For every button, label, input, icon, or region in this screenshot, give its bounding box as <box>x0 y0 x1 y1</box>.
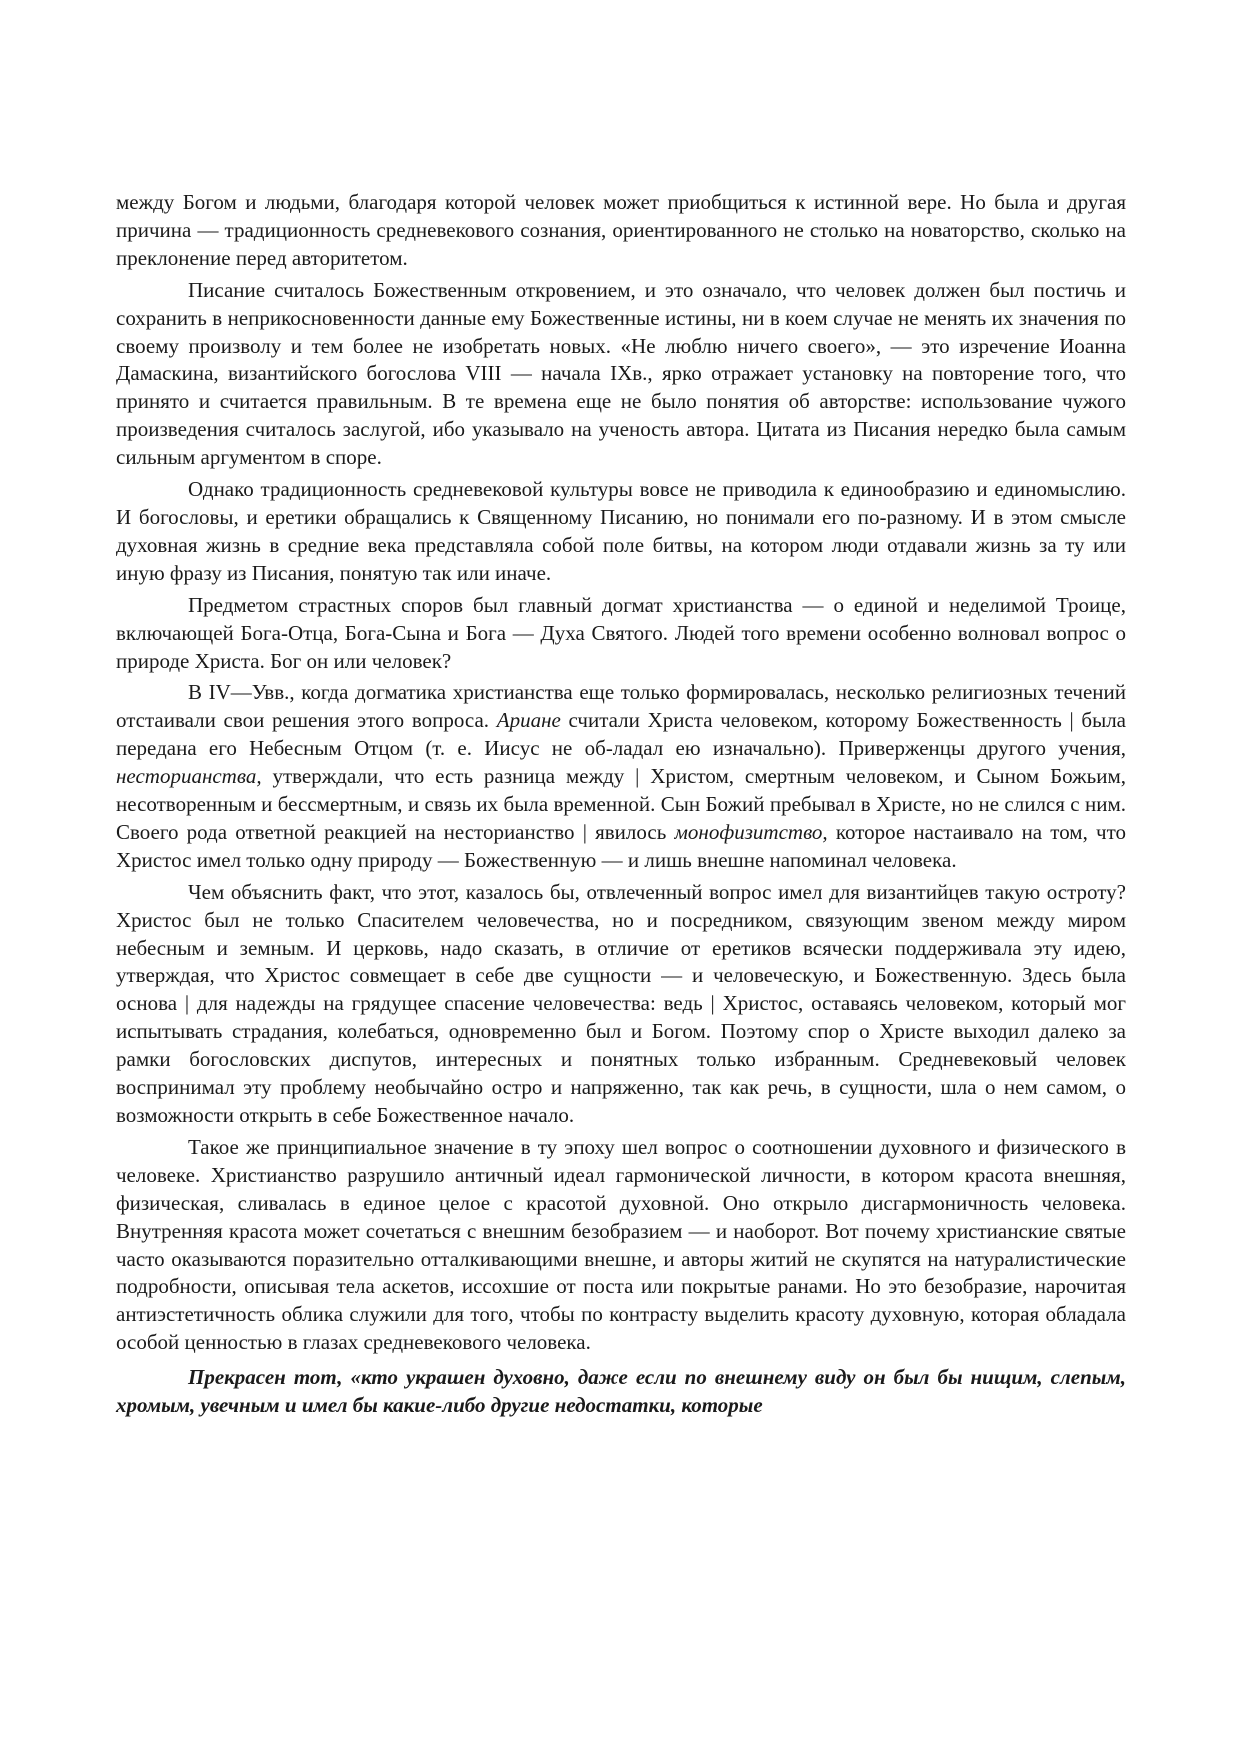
paragraph-2-text: Писание считалось Божественным откровением, и это означало, что человек должен был постичь и сохранить в неприкосновенности данные ему Божественные истины, ни в коем случае не менять их значения по своему произволу и тем более не изобретать новых. «Не люблю ничего своего», — это изречение Иоанна Дамаскина, византийского богослова VIII — начала IXв., ярко отражает установку на повторение того, что принято и считается правильным. В те времена еще не было понятия об авторстве: использование чужого произведения считалось заслугой, ибо указывало на ученость автора. Цитата из Писания нередко была самым сильным аргументом в споре. <box>116 277 1126 470</box>
term-monophysitism: монофизитство, <box>674 819 828 844</box>
paragraph-4-text: Предметом страстных споров был главный догмат христианства — о единой и неделимой Троице, включающей Бога-Отца, Бога-Сына и Бога — Духа Святого. Людей того времени особенно волновал вопрос о природе Христа. Бог он или человек? <box>116 592 1126 673</box>
quote-text: Прекрасен тот, «кто украшен духовно, даже если по внешнему виду он был бы нищим, слепым, хромым, увечным и имел бы какие-либо другие недостатки, которые <box>116 1365 1126 1418</box>
document-page <box>116 189 1126 1420</box>
paragraph-5 <box>116 679 1126 874</box>
paragraph-7 <box>116 1134 1126 1357</box>
paragraph-1-text: между Богом и людьми, благодаря которой человек может приобщиться к истинной вере. Но была и другая причина — традиционность средневекового сознания, ориентированного не столько на новаторство, сколько на преклонение перед авторитетом. <box>116 190 1126 270</box>
term-nestorianism: несторианства, <box>116 764 262 789</box>
paragraph-1 <box>116 189 1126 273</box>
paragraph-6-text: Чем объяснить факт, что этот, казалось бы, отвлеченный вопрос имел для византийцев такую остроту? Христос был не только Спасителем человечества, но и посредником, связующим звеном между миром небесным и земным. И церковь, надо сказать, в отличие от еретиков всячески поддерживала эту идею, утверждая, что Христос совмещает в себе две сущности — и человеческую, и Божественную. Здесь была основа | для надежды на грядущее спасение человечества: ведь | Христос, оставаясь человеком, который мог испытывать страдания, колебаться, одновременно был и Богом. Поэтому спор о Христе выходил далеко за рамки богословских диспутов, интересных и понятных только избранным. Средневековый человек воспринимал эту проблему необычайно остро и напряженно, так как речь, в сущности, шла о нем самом, о возможности открыть в себе Божественное начало. <box>116 879 1126 1127</box>
paragraph-4 <box>116 592 1126 676</box>
paragraph-7-text: Такое же принципиальное значение в ту эпоху шел вопрос о соотношении духовного и физического в человеке. Христианство разрушило античный идеал гармонической личности, в котором красота внешняя, физическая, сливалась в единое целое с красотой духовной. Оно открыло дисгармоничность человека. Внутренняя красота может сочетаться с внешним безобразием — и наоборот. Вот почему христианские святые часто оказываются поразительно отталкивающими внешне, и авторы житий не скупятся на натуралистические подробности, описывая тела аскетов, иссохшие от поста или покрытые ранами. Но это безобразие, нарочитая антиэстетичность облика служили для того, чтобы по контрасту выделить красоту духовную, которая обладала особой ценностью в глазах средневекового человека. <box>116 1134 1126 1355</box>
quote-paragraph <box>116 1364 1126 1420</box>
paragraph-5-text-4: которое настаивало на том, что Христос имел только одну природу — Божественную — и лишь внешне напоминал человека. <box>116 819 1126 872</box>
paragraph-3-text: Однако традиционность средневековой культуры вовсе не приводила к единообразию и единомыслию. И богословы, и еретики обращались к Священному Писанию, но понимали его по-разному. И в этом смысле духовная жизнь в средние века представляла собой поле битвы, на котором люди отдавали жизнь за ту или иную фразу из Писания, понятую так или иначе. <box>116 477 1126 585</box>
paragraph-5-text-3: утверждали, что есть разница между | Христом, смертным человеком, и Сыном Божьим, несотворенным и бессмертным, и связь их была временной. Сын Божий пребывал в Христе, но не слился с ним. Своего рода ответной реакцией на несторианство | явилось <box>116 764 1126 844</box>
paragraph-3 <box>116 476 1126 588</box>
paragraph-5-text-2: считали Христа человеком, которому Божественность | была передана его Небесным Отцом (т. е. Иисус не об-ладал ею изначально). Приверженцы другого учения, <box>116 708 1126 761</box>
paragraph-6 <box>116 879 1126 1130</box>
paragraph-2 <box>116 277 1126 472</box>
paragraph-5-text-1: В IV—Увв., когда догматика христианства еще только формировалась, несколько религиозных течений отстаивали свои решения этого вопроса. <box>116 680 1126 733</box>
term-ariane: Ариане <box>496 708 561 733</box>
